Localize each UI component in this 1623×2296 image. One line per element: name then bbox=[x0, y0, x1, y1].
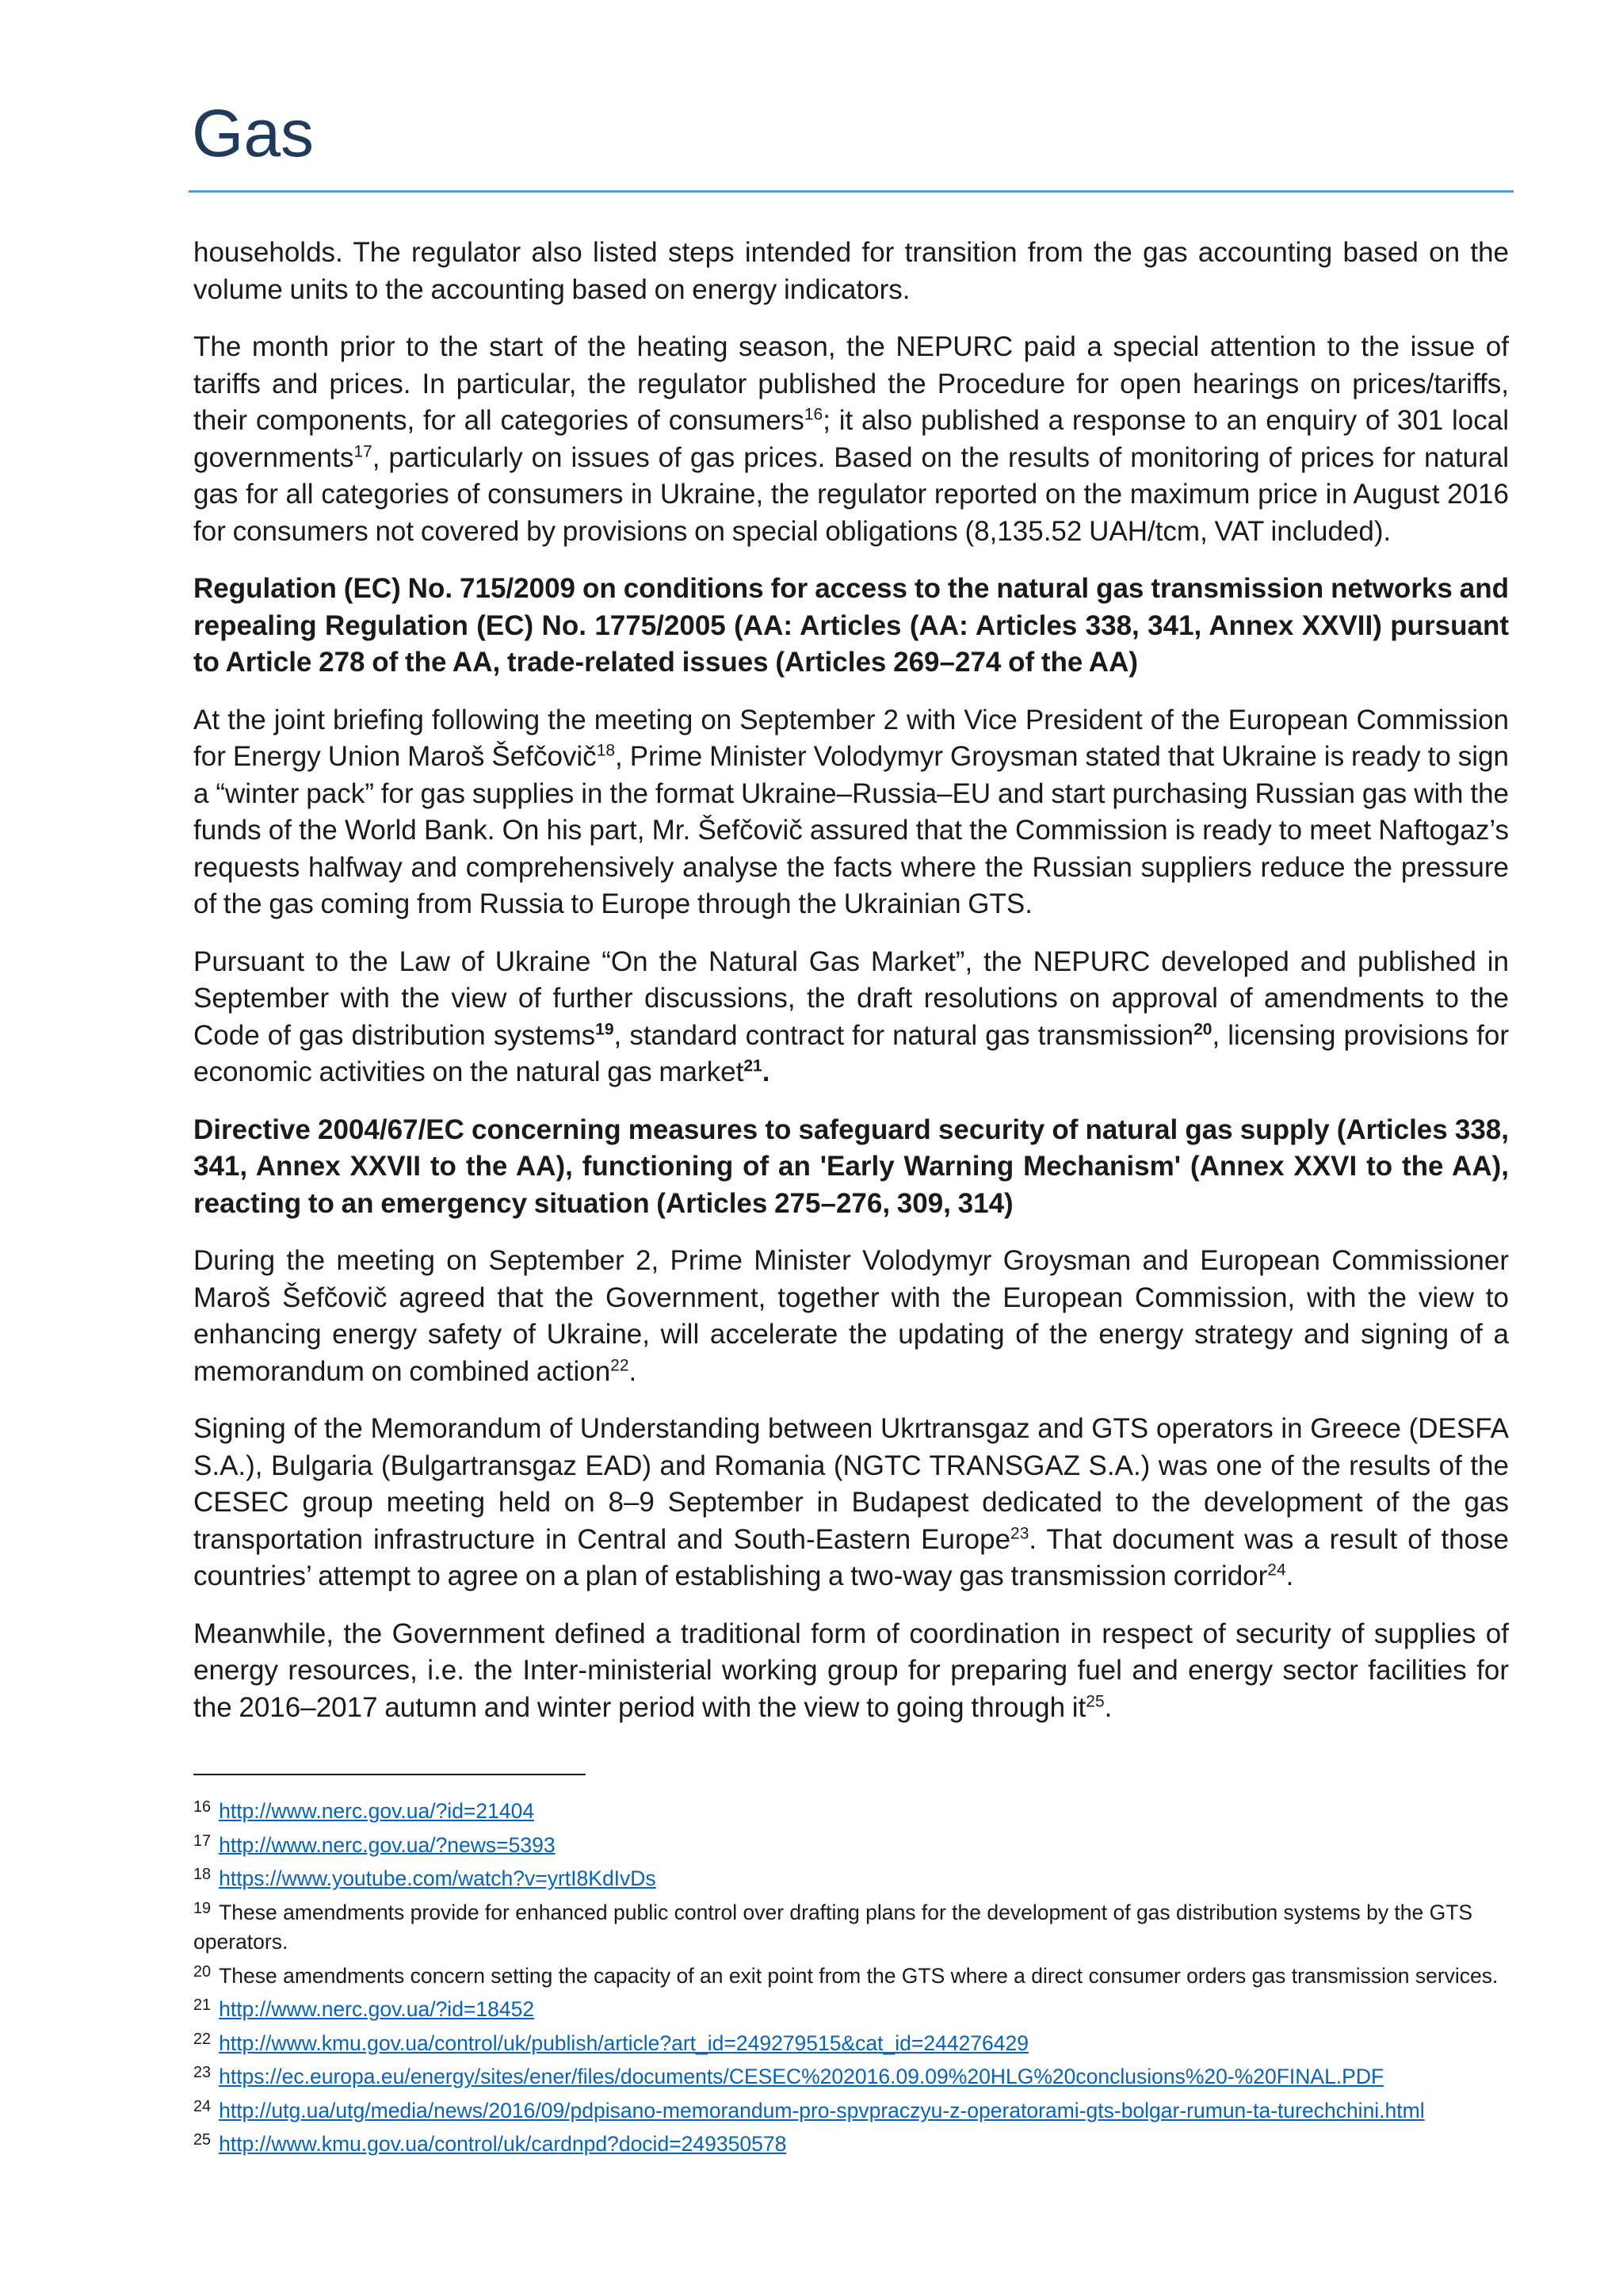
footnote-18: $^{18}$ https://www.youtube.com/watch?v=yrtI8KdIvDs bbox=[193, 1866, 656, 1890]
footnote-link[interactable]: https://ec.europa.eu/energy/sites/ener/files/documents/CESEC%202016.09.09%20HLG%20conclusions%20-%20FINAL.PDF bbox=[219, 2065, 1384, 2089]
paragraph-law: Pursuant to the Law of Ukraine “On the Natural Gas Market”, the NEPURC developed and published in September with the view of further discussions, the draft resolutions on approval of amendments to the Code of gas distribution systems$^{19}$, standard contract for natural gas transmission$^{20}$, licensing provisions for economic activities on the natural gas market$^{21}$. bbox=[193, 946, 1509, 1087]
footnote-24: $^{24}$ http://utg.ua/utg/media/news/2016/09/pdpisano-memorandum-pro-spvpraczyu-z-operatorami-gts-bolgar-rumun-ta-turechchini.html bbox=[193, 2097, 1425, 2122]
footnote-link[interactable]: http://www.kmu.gov.ua/control/uk/cardnpd?docid=249350578 bbox=[219, 2132, 787, 2157]
footnote-ref-19[interactable]: 19 bbox=[595, 1019, 614, 1038]
footnote-ref-22[interactable]: 22 bbox=[610, 1355, 629, 1374]
footnote-ref-20[interactable]: 20 bbox=[1193, 1019, 1212, 1038]
footnote-ref-18[interactable]: 18 bbox=[596, 741, 616, 760]
footnote-17: $^{17}$ http://www.nerc.gov.ua/?news=5393 bbox=[193, 1832, 556, 1857]
paragraph-meeting: During the meeting on September 2, Prime Minister Volodymyr Groysman and European Commissioner Maroš Šefčovič agreed that the Government, together with the European Commission, with the view to enhancing energy safety of Ukraine, will accelerate the updating of the energy strategy and signing of a memorandum on combined action$^{22}$. bbox=[193, 1245, 1509, 1387]
footnote-text: These amendments concern setting the capacity of an exit point from the GTS where a direct consumer orders gas transmission services. bbox=[219, 1963, 1499, 1988]
footnote-text: These amendments provide for enhanced public control over drafting plans for the development of gas distribution systems by the GTS operators. bbox=[193, 1900, 1473, 1954]
footnote-ref-17[interactable]: 17 bbox=[353, 441, 372, 460]
title-divider bbox=[189, 190, 1514, 193]
document-body bbox=[193, 235, 1509, 1747]
footnote-ref-24[interactable]: 24 bbox=[1267, 1561, 1286, 1580]
section-heading-regulation: Regulation (EC) No. 715/2009 on conditions for access to the natural gas transmission networks and repealing Regulation (EC) No. 1775/2005 (AA: Articles (AA: Articles 338, 341, Annex XXVII) pursuant to Article 278 of the AA, trade-related issues (Articles 269–274 of the AA) bbox=[193, 573, 1509, 678]
paragraph-briefing: At the joint briefing following the meeting on September 2 with Vice President of the European Commission for Energy Union Maroš Šefčovič$^{18}$, Prime Minister Volodymyr Groysman stated that Ukraine is ready to sign a “winter pack” for gas supplies in the format Ukraine–Russia–EU and start purchasing Russian gas with the funds of the World Bank. On his part, Mr. Šefčovič assured that the Commission is ready to meet Naftogaz’s requests halfway and comprehensively analyse the facts where the Russian suppliers reduce the pressure of the gas coming from Russia to Europe through the Ukrainian GTS. bbox=[193, 704, 1509, 919]
footnote-19: $^{19}$ These amendments provide for enhanced public control over drafting plans for the development of gas distribution systems by the GTS operators. bbox=[193, 1899, 1473, 1954]
paragraph-coordination: Meanwhile, the Government defined a traditional form of coordination in respect of security of supplies of energy resources, i.e. the Inter-ministerial working group for preparing fuel and energy sector facilities for the 2016–2017 autumn and winter period with the view to going through $it^{25}$. bbox=[193, 1618, 1509, 1723]
section-heading-directive: Directive 2004/67/EC concerning measures to safeguard security of natural gas supply (Articles 338, 341, Annex XXVII to the AA), functioning of an 'Early Warning Mechanism' (Annex XXVI to the AA), reacting to an emergency situation (Articles 275–276, 309, 314) bbox=[193, 1114, 1509, 1219]
footnote-ref-25[interactable]: 25 bbox=[1086, 1691, 1105, 1710]
footnote-25: $^{25}$ http://www.kmu.gov.ua/control/uk/cardnpd?docid=249350578 bbox=[193, 2131, 787, 2157]
footnotes bbox=[193, 1793, 1509, 2160]
paragraph-memorandum: Signing of the Memorandum of Understanding between Ukrtransgaz and GTS operators in Greece (DESFA S.A.), Bulgaria (Bulgartransgaz EAD) and Romania (NGTC TRANSGAZ S.A.) was one of the results of the CESEC group meeting held on 8–9 September in Budapest dedicated to the development of the gas transportation infrastructure in Central and South-Eastern Europe$^{23}$. That document was a result of those countries’ attempt to agree on a plan of establishing a two-way gas transmission corridor$^{24}$. bbox=[193, 1413, 1509, 1591]
footnote-link[interactable]: http://www.nerc.gov.ua/?id=18452 bbox=[219, 1997, 535, 2022]
footnote-21: $^{21}$ http://www.nerc.gov.ua/?id=18452 bbox=[193, 1996, 535, 2022]
footnote-20: $^{20}$ These amendments concern setting the capacity of an exit point from the GTS where a direct consumer orders gas transmission services. bbox=[193, 1962, 1499, 1988]
paragraph-tariffs: The month prior to the start of the heating season, the NEPURC paid a special attention to the issue of tariffs and prices. In particular, the regulator published the Procedure for open hearings on prices/tariffs, their components, for all categories of consumers$^{16}$; it also published a response to an enquiry of 301 local governments$^{17}$, particularly on issues of gas prices. Based on the results of monitoring of prices for natural gas for all categories of consumers in Ukraine, the regulator reported on the maximum price in August 2016 for consumers not covered by provisions on special obligations (8,135.52 UAH/tcm, VAT included). bbox=[193, 331, 1510, 547]
paragraph-households: households. The regulator also listed steps intended for transition from the gas accounting based on the volume units to the accounting based on energy indicators. bbox=[193, 237, 1509, 305]
footnote-22: $^{22}$ http://www.kmu.gov.ua/control/uk/publish/article?art_id=249279515&cat_id=244276429 bbox=[193, 2030, 1029, 2055]
footnote-separator bbox=[193, 1774, 586, 1775]
footnote-ref-23[interactable]: 23 bbox=[1010, 1523, 1029, 1542]
footnote-ref-21[interactable]: 21 bbox=[743, 1056, 762, 1075]
footnote-link[interactable]: http://utg.ua/utg/media/news/2016/09/pdpisano-memorandum-pro-spvpraczyu-z-operatorami-gts-bolgar-rumun-ta-turechchini.html bbox=[219, 2098, 1425, 2122]
footnote-16: $^{16}$ http://www.nerc.gov.ua/?id=21404 bbox=[193, 1798, 535, 1823]
footnote-link[interactable]: https://www.youtube.com/watch?v=yrtI8KdIvDs bbox=[219, 1866, 656, 1890]
footnote-link[interactable]: http://www.nerc.gov.ua/?id=21404 bbox=[219, 1798, 535, 1823]
footnote-link[interactable]: http://www.kmu.gov.ua/control/uk/publish/article?art_id=249279515&cat_id=244276429 bbox=[219, 2030, 1029, 2055]
page-title: Gas bbox=[192, 96, 315, 170]
footnote-ref-16[interactable]: 16 bbox=[804, 405, 823, 424]
footnote-23: $^{23}$ https://ec.europa.eu/energy/sites/ener/files/documents/CESEC%202016.09.09%20HLG%20conclusions%20-%20FINAL.PDF bbox=[193, 2064, 1384, 2089]
footnote-link[interactable]: http://www.nerc.gov.ua/?news=5393 bbox=[219, 1832, 556, 1857]
